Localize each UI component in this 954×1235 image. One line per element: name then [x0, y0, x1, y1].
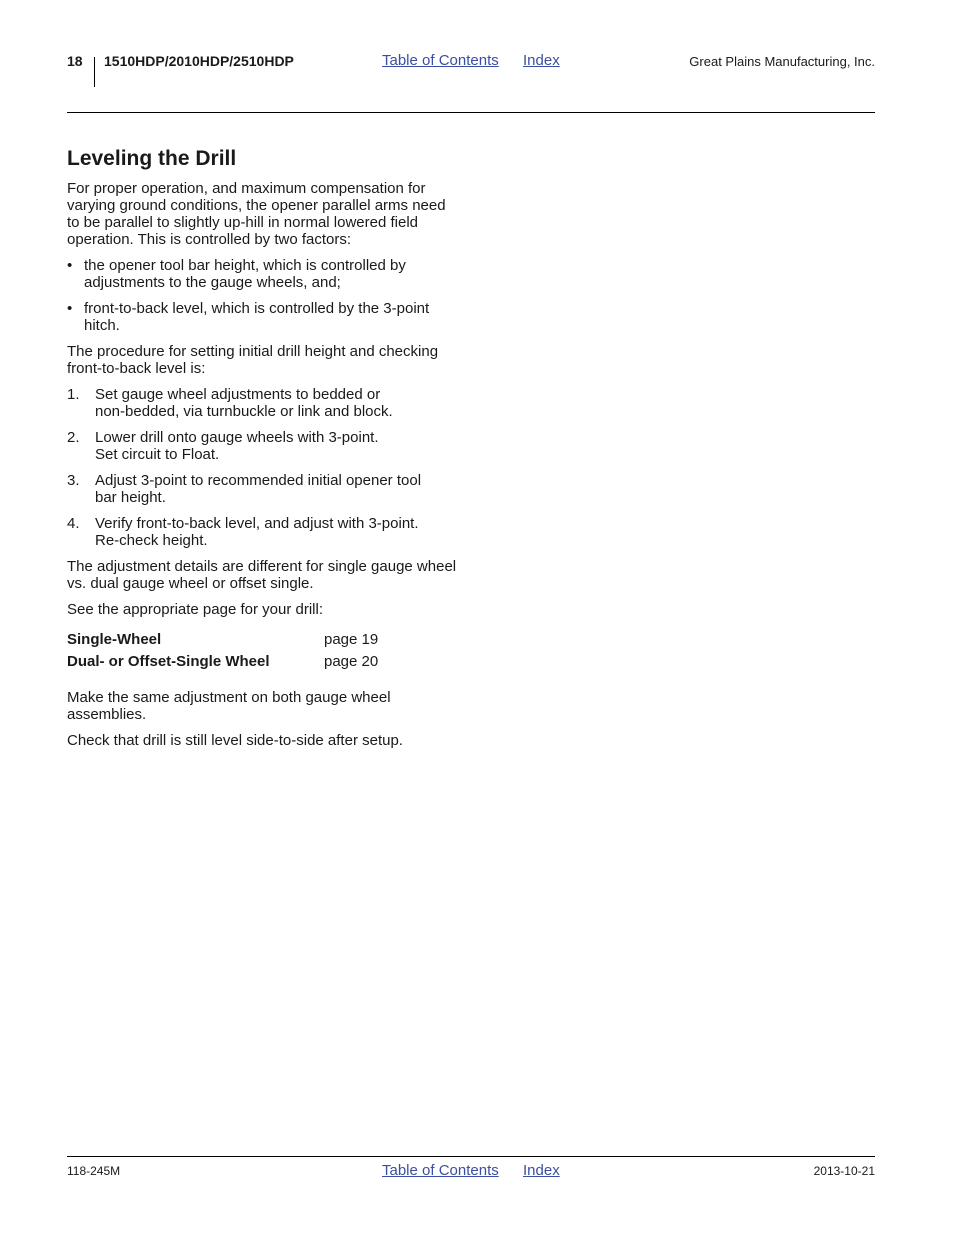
step-line: Re-check height.: [95, 532, 208, 549]
revision-date: 2013-10-21: [813, 1164, 875, 1178]
company-name: Great Plains Manufacturing, Inc.: [689, 54, 875, 69]
reference-name: Dual- or Offset-Single Wheel: [67, 652, 270, 670]
reference-row: [67, 628, 459, 650]
reference-page: page 19: [324, 630, 379, 648]
document-number: 118-245M: [67, 1164, 121, 1178]
step-item: [67, 386, 459, 420]
page-number: 18: [67, 53, 83, 69]
bullet-text: front-to-back level, which is controlled by the 3-point hitch.: [84, 300, 430, 334]
bullet-item: [67, 300, 459, 334]
footer-toc-link[interactable]: Table of Contents: [382, 1162, 499, 1179]
same-adjustment-note: Make the same adjustment on both gauge wheel assemblies.: [67, 689, 391, 723]
header-rule: [67, 112, 875, 113]
step-item: [67, 472, 459, 506]
header-index-link[interactable]: Index: [523, 52, 560, 69]
step-item: [67, 515, 459, 549]
check-level-note: Check that drill is still level side-to-side after setup.: [67, 732, 403, 749]
footer-rule: [67, 1156, 875, 1157]
step-line: non-bedded, via turnbuckle or link and block.: [95, 403, 393, 420]
model-title: 1510HDP/2010HDP/2510HDP: [104, 53, 294, 69]
see-page-note: See the appropriate page for your drill:: [67, 601, 323, 618]
step-line: bar height.: [95, 489, 166, 506]
footer-index-link[interactable]: Index: [523, 1162, 560, 1179]
bullet-item: [67, 257, 459, 291]
header-toc-link[interactable]: Table of Contents: [382, 52, 499, 69]
bullet-text: the opener tool bar height, which is controlled by adjustments to the gauge wheels, and;: [84, 257, 406, 291]
header-divider: [94, 57, 95, 87]
difference-note: The adjustment details are different for single gauge wheel vs. dual gauge wheel or offset single.: [67, 558, 457, 592]
intro-paragraph: For proper operation, and maximum compensation for varying ground conditions, the opener parallel arms need to be parallel to slightly up-hill in normal lowered field operation. This is controlled by two factors:: [67, 180, 446, 248]
step-line: Lower drill onto gauge wheels with 3-point.: [95, 429, 379, 446]
reference-row: [67, 650, 459, 672]
reference-page: page 20: [324, 652, 379, 670]
section-title: Leveling the Drill: [67, 147, 237, 170]
reference-name: Single-Wheel: [67, 630, 162, 648]
step-number: 4.: [67, 515, 80, 532]
step-number: 2.: [67, 429, 80, 446]
section-body: [67, 180, 459, 758]
step-number: 3.: [67, 472, 80, 489]
step-item: [67, 429, 459, 463]
page-reference-table: [67, 628, 459, 672]
procedure-intro: The procedure for setting initial drill height and checking front-to-back level is:: [67, 343, 439, 377]
step-number: 1.: [67, 386, 80, 403]
bullet-mark: •: [67, 300, 73, 317]
step-line: Verify front-to-back level, and adjust with 3-point.: [95, 515, 419, 532]
bullet-mark: •: [67, 257, 73, 274]
step-line: Adjust 3-point to recommended initial opener tool: [95, 472, 422, 489]
step-line: Set circuit to Float.: [95, 446, 220, 463]
step-line: Set gauge wheel adjustments to bedded or: [95, 386, 381, 403]
